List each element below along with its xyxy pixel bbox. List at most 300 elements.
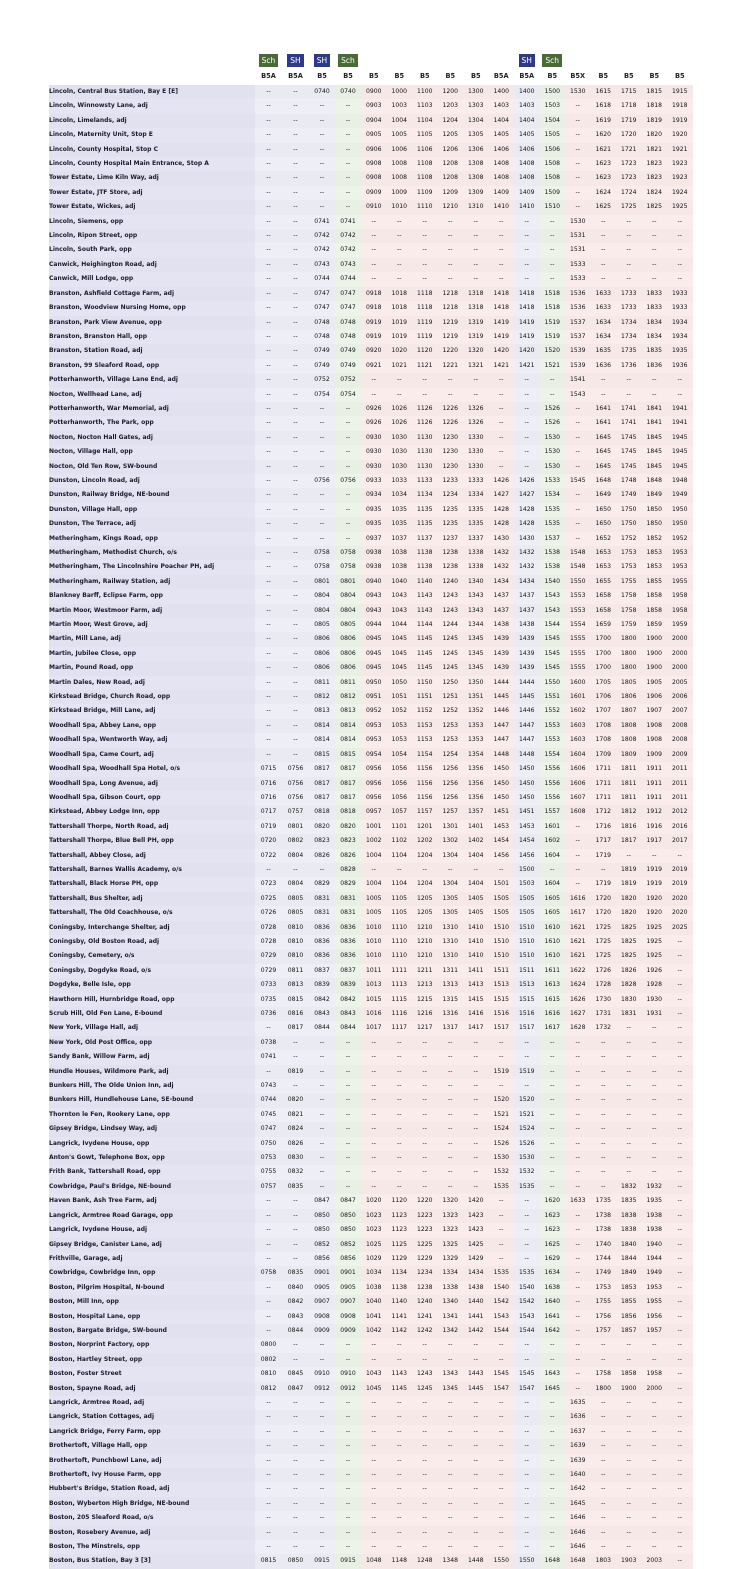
departure-time: 0935 — [361, 517, 387, 531]
departure-time: 0805 — [335, 618, 361, 632]
departure-time: 1641 — [591, 416, 617, 430]
departure-time: -- — [463, 1439, 489, 1453]
departure-time: 1108 — [412, 171, 438, 185]
departure-time: -- — [489, 1526, 515, 1540]
departure-time: -- — [282, 431, 309, 445]
stop-name: Frithville, Garage, adj — [49, 1252, 255, 1266]
departure-time: -- — [282, 215, 309, 229]
departure-time: 1950 — [667, 503, 693, 517]
departure-time: -- — [667, 935, 693, 949]
departure-time: -- — [335, 157, 361, 171]
departure-time: -- — [412, 1338, 438, 1352]
departure-time: -- — [335, 186, 361, 200]
departure-time: 0817 — [335, 777, 361, 791]
departure-time: 1357 — [463, 805, 489, 819]
departure-time: -- — [438, 1410, 464, 1424]
departure-time: -- — [565, 503, 591, 517]
departure-time: 1515 — [489, 993, 515, 1007]
departure-time: 1639 — [565, 1454, 591, 1468]
departure-time: -- — [412, 1526, 438, 1540]
departure-time: -- — [616, 215, 642, 229]
stop-row — [49, 661, 693, 675]
departure-time: 2020 — [667, 906, 693, 920]
departure-time: -- — [282, 1526, 309, 1540]
stop-name: Boston, Norprint Factory, opp — [49, 1338, 255, 1352]
departure-time: -- — [282, 85, 309, 99]
departure-time: 1919 — [642, 877, 668, 891]
departure-time: -- — [489, 1425, 515, 1439]
departure-time: 1553 — [540, 733, 566, 747]
departure-time: 1138 — [412, 546, 438, 560]
departure-time: 1410 — [463, 921, 489, 935]
departure-time: 1928 — [642, 978, 668, 992]
departure-time: -- — [591, 1122, 617, 1136]
departure-time: -- — [463, 1396, 489, 1410]
departure-time: 0839 — [309, 978, 335, 992]
departure-time: 0741 — [309, 215, 335, 229]
route-number: B5 — [674, 72, 685, 80]
departure-time: -- — [309, 532, 335, 546]
departure-time: 0758 — [309, 546, 335, 560]
departure-time: 0820 — [309, 820, 335, 834]
departure-time: -- — [361, 1093, 387, 1107]
departure-time: 0918 — [361, 301, 387, 315]
departure-time: 1957 — [642, 1324, 668, 1338]
stop-name: Nocton, Nocton Hall Gates, adj — [49, 431, 255, 445]
departure-time: 1716 — [591, 820, 617, 834]
departure-time: -- — [463, 1093, 489, 1107]
departure-time: -- — [667, 949, 693, 963]
stop-name: Boston, Hartley Street, opp — [49, 1353, 255, 1367]
departure-time: 1918 — [667, 99, 693, 113]
departure-time: -- — [412, 215, 438, 229]
departure-time: 1748 — [616, 474, 642, 488]
badge-cell — [438, 48, 464, 67]
departure-time: 1820 — [616, 906, 642, 920]
departure-time: -- — [616, 272, 642, 286]
departure-time: -- — [489, 1194, 515, 1208]
stop-row — [49, 1122, 693, 1136]
departure-time: 2000 — [667, 647, 693, 661]
departure-time: -- — [642, 1353, 668, 1367]
departure-time: -- — [514, 258, 540, 272]
departure-time: 2000 — [667, 632, 693, 646]
stop-row — [49, 1324, 693, 1338]
departure-time: 1604 — [540, 849, 566, 863]
departure-time: 1115 — [387, 993, 413, 1007]
departure-time: 1624 — [565, 978, 591, 992]
stop-row — [49, 762, 693, 776]
departure-time: -- — [282, 186, 309, 200]
departure-time: 1757 — [591, 1324, 617, 1338]
departure-time: 1419 — [489, 316, 515, 330]
departure-time: 1621 — [565, 935, 591, 949]
departure-time: -- — [361, 1050, 387, 1064]
departure-time: 0820 — [335, 820, 361, 834]
departure-time: 0938 — [361, 546, 387, 560]
departure-time: 1719 — [616, 114, 642, 128]
departure-time: 0752 — [309, 373, 335, 387]
departure-time: -- — [282, 316, 309, 330]
stop-row — [49, 258, 693, 272]
departure-time: 1825 — [616, 949, 642, 963]
departure-time: -- — [565, 1209, 591, 1223]
departure-time: -- — [282, 690, 309, 704]
departure-time: 1305 — [463, 128, 489, 142]
route-number: B5A — [261, 72, 276, 80]
departure-time: 1555 — [565, 632, 591, 646]
departure-time: 1017 — [361, 1021, 387, 1035]
departure-time: -- — [282, 287, 309, 301]
departure-time: 0722 — [255, 849, 282, 863]
departure-time: -- — [514, 272, 540, 286]
departure-time: -- — [309, 402, 335, 416]
departure-time: -- — [667, 1382, 693, 1396]
departure-time: 1841 — [642, 416, 668, 430]
departure-time: 0908 — [361, 171, 387, 185]
departure-time: 1811 — [616, 762, 642, 776]
departure-time: 1719 — [591, 877, 617, 891]
departure-time: 0847 — [309, 1194, 335, 1208]
departure-time: 1013 — [361, 978, 387, 992]
departure-time: 0817 — [309, 762, 335, 776]
stop-row — [49, 1439, 693, 1453]
departure-time: 0836 — [309, 949, 335, 963]
departure-time: 1048 — [361, 1554, 387, 1568]
departure-time: -- — [642, 1108, 668, 1122]
departure-time: 1302 — [438, 834, 464, 848]
departure-time: -- — [438, 243, 464, 257]
departure-time: 0811 — [282, 964, 309, 978]
departure-time: -- — [412, 1108, 438, 1122]
departure-time: 1308 — [463, 171, 489, 185]
departure-time: 1023 — [361, 1209, 387, 1223]
departure-time: -- — [309, 1036, 335, 1050]
departure-time: -- — [387, 373, 413, 387]
departure-time: -- — [361, 1482, 387, 1496]
departure-time: 1140 — [412, 575, 438, 589]
departure-time: 1809 — [616, 748, 642, 762]
departure-time: 1858 — [616, 1367, 642, 1381]
departure-time: 1646 — [565, 1540, 591, 1554]
departure-time: 1110 — [387, 949, 413, 963]
departure-time: 1730 — [591, 993, 617, 1007]
stop-row — [49, 949, 693, 963]
route-row — [49, 67, 693, 85]
stop-name: Gipsey Bridge, Lindsey Way, adj — [49, 1122, 255, 1136]
departure-time: 1811 — [616, 791, 642, 805]
departure-time: -- — [540, 1439, 566, 1453]
departure-time: -- — [412, 1079, 438, 1093]
stop-row — [49, 171, 693, 185]
departure-time: 1513 — [514, 978, 540, 992]
departure-time: 1616 — [540, 1007, 566, 1021]
departure-time: 1520 — [514, 1093, 540, 1107]
departure-time: 0900 — [361, 85, 387, 99]
departure-time: 1610 — [540, 935, 566, 949]
departure-time: 0856 — [335, 1252, 361, 1266]
departure-time: 0742 — [309, 229, 335, 243]
departure-time: -- — [361, 243, 387, 257]
departure-time: -- — [335, 99, 361, 113]
departure-time: 1320 — [438, 1194, 464, 1208]
departure-time: -- — [255, 733, 282, 747]
departure-time: 0719 — [255, 820, 282, 834]
departure-time: 1533 — [565, 272, 591, 286]
departure-time: 1044 — [387, 618, 413, 632]
departure-time: 0953 — [361, 733, 387, 747]
departure-time: -- — [489, 243, 515, 257]
departure-time: 1050 — [387, 676, 413, 690]
departure-time: 1808 — [616, 719, 642, 733]
departure-time: 1126 — [412, 402, 438, 416]
departure-time: 0835 — [282, 1180, 309, 1194]
departure-time: -- — [255, 575, 282, 589]
departure-time: -- — [309, 863, 335, 877]
departure-time: 1601 — [540, 820, 566, 834]
departure-time: 1938 — [642, 1209, 668, 1223]
stop-name: Brothertoft, Ivy House Farm, opp — [49, 1468, 255, 1482]
departure-time: 1917 — [642, 834, 668, 848]
departure-time: 1138 — [387, 1281, 413, 1295]
departure-time: -- — [282, 114, 309, 128]
stop-row — [49, 560, 693, 574]
departure-time: 1142 — [387, 1324, 413, 1338]
departure-time: 1211 — [412, 964, 438, 978]
departure-time: 1029 — [361, 1252, 387, 1266]
departure-time: 1445 — [463, 1382, 489, 1396]
departure-time: -- — [361, 258, 387, 272]
departure-time: 1516 — [514, 1007, 540, 1021]
departure-time: 1308 — [463, 157, 489, 171]
stop-row — [49, 1367, 693, 1381]
departure-time: -- — [335, 1079, 361, 1093]
departure-time: 1408 — [514, 157, 540, 171]
departure-time: 1607 — [565, 791, 591, 805]
departure-time: 1623 — [591, 157, 617, 171]
departure-time: 0743 — [335, 258, 361, 272]
departure-time: -- — [642, 1338, 668, 1352]
route-number: B5 — [368, 72, 379, 80]
departure-time: 0938 — [361, 560, 387, 574]
departure-time: 0742 — [335, 243, 361, 257]
departure-time: 1133 — [412, 474, 438, 488]
departure-time: -- — [667, 1454, 693, 1468]
departure-time: 1045 — [387, 647, 413, 661]
departure-time: 1218 — [438, 287, 464, 301]
departure-time: -- — [282, 171, 309, 185]
departure-time: -- — [514, 1511, 540, 1525]
departure-time: -- — [255, 647, 282, 661]
departure-time: -- — [255, 215, 282, 229]
departure-time: 1653 — [591, 560, 617, 574]
departure-time: 1823 — [642, 157, 668, 171]
departure-time: -- — [335, 200, 361, 214]
departure-time: -- — [565, 128, 591, 142]
departure-time: -- — [438, 1079, 464, 1093]
departure-time: 0920 — [361, 344, 387, 358]
departure-time: -- — [255, 416, 282, 430]
departure-time: 1724 — [616, 186, 642, 200]
departure-time: 1552 — [540, 704, 566, 718]
stop-row — [49, 935, 693, 949]
stop-row — [49, 1252, 693, 1266]
departure-time: 2011 — [667, 762, 693, 776]
departure-time: -- — [361, 373, 387, 387]
departure-time: -- — [642, 272, 668, 286]
departure-time: 1845 — [642, 445, 668, 459]
departure-time: -- — [309, 1439, 335, 1453]
departure-time: 1056 — [387, 777, 413, 791]
stop-name: Langrick, Ivydene House, opp — [49, 1137, 255, 1151]
stop-row — [49, 186, 693, 200]
departure-time: 1753 — [591, 1281, 617, 1295]
departure-time: -- — [255, 229, 282, 243]
departure-time: 1319 — [463, 316, 489, 330]
stop-name: Boston, Bus Station, Bay 3 [3] — [49, 1554, 255, 1568]
departure-time: 1210 — [412, 935, 438, 949]
departure-time: -- — [514, 215, 540, 229]
departure-time: 1853 — [642, 560, 668, 574]
departure-time: -- — [616, 1425, 642, 1439]
departure-time: -- — [309, 143, 335, 157]
departure-time: 1625 — [591, 200, 617, 214]
stop-row — [49, 1036, 693, 1050]
departure-time: 1513 — [489, 978, 515, 992]
departure-time: 0804 — [335, 589, 361, 603]
departure-time: 1732 — [591, 1021, 617, 1035]
departure-time: 1428 — [514, 503, 540, 517]
departure-time: 1531 — [565, 243, 591, 257]
departure-time: 1256 — [438, 762, 464, 776]
departure-time: 1018 — [387, 301, 413, 315]
departure-time: 1920 — [642, 892, 668, 906]
stop-name: Branston, Station Road, adj — [49, 344, 255, 358]
badge-cell — [616, 48, 642, 67]
departure-time: -- — [309, 1050, 335, 1064]
departure-time: 1334 — [438, 1266, 464, 1280]
departure-time: 0818 — [309, 805, 335, 819]
departure-time: -- — [282, 1482, 309, 1496]
departure-time: 1734 — [616, 330, 642, 344]
departure-time: -- — [667, 1482, 693, 1496]
departure-time: 1537 — [565, 330, 591, 344]
departure-time: 1752 — [616, 532, 642, 546]
departure-time: 1045 — [387, 661, 413, 675]
departure-time: -- — [463, 1180, 489, 1194]
departure-time: 1345 — [438, 1382, 464, 1396]
departure-time: 1758 — [591, 1367, 617, 1381]
stop-row — [49, 1338, 693, 1352]
departure-time: 1608 — [565, 805, 591, 819]
departure-time: 1955 — [642, 1295, 668, 1309]
departure-time: 1935 — [667, 344, 693, 358]
departure-time: 0754 — [309, 388, 335, 402]
departure-time: 1400 — [489, 85, 515, 99]
departure-time: -- — [309, 186, 335, 200]
departure-time: 1545 — [489, 1367, 515, 1381]
departure-time: 0814 — [309, 719, 335, 733]
departure-time: 1648 — [565, 1554, 591, 1568]
departure-time: 1500 — [540, 85, 566, 99]
departure-time: 0957 — [361, 805, 387, 819]
departure-time: 1530 — [565, 85, 591, 99]
departure-time: -- — [489, 1079, 515, 1093]
departure-time: 1941 — [667, 416, 693, 430]
departure-time: 1416 — [463, 1007, 489, 1021]
departure-time: 1625 — [540, 1238, 566, 1252]
stop-name: Nocton, Old Ten Row, SW-bound — [49, 460, 255, 474]
stop-name: Brothertoft, Punchbowl Lane, adj — [49, 1454, 255, 1468]
departure-time: 1415 — [463, 993, 489, 1007]
departure-time: 1511 — [489, 964, 515, 978]
departure-time: 1340 — [438, 1295, 464, 1309]
departure-time: -- — [667, 1281, 693, 1295]
departure-time: 1154 — [412, 748, 438, 762]
departure-time: 1009 — [387, 186, 413, 200]
departure-time: 1446 — [514, 704, 540, 718]
departure-time: 1420 — [514, 344, 540, 358]
departure-time: 1035 — [387, 503, 413, 517]
departure-time: -- — [387, 1410, 413, 1424]
departure-time: -- — [335, 1526, 361, 1540]
departure-time: 0818 — [335, 805, 361, 819]
departure-time: 1053 — [387, 719, 413, 733]
stop-row — [49, 416, 693, 430]
departure-time: 1941 — [667, 402, 693, 416]
stop-name: Lincoln, County Hospital, Stop C — [49, 143, 255, 157]
departure-time: 1953 — [667, 546, 693, 560]
stop-row — [49, 1007, 693, 1021]
departure-time: -- — [667, 258, 693, 272]
departure-time: 1141 — [387, 1310, 413, 1324]
departure-time: -- — [412, 1093, 438, 1107]
departure-time: -- — [642, 1526, 668, 1540]
departure-time: 1636 — [591, 359, 617, 373]
departure-time: 1410 — [463, 949, 489, 963]
departure-time: -- — [616, 1108, 642, 1122]
departure-time: 1550 — [489, 1554, 515, 1568]
departure-time: -- — [282, 243, 309, 257]
departure-time: 0836 — [335, 935, 361, 949]
departure-time: 1556 — [540, 791, 566, 805]
stop-row — [49, 503, 693, 517]
departure-time: 1526 — [514, 1137, 540, 1151]
stop-name: Martin Moor, West Grove, adj — [49, 618, 255, 632]
departure-time: -- — [514, 1194, 540, 1208]
departure-time: 1650 — [591, 517, 617, 531]
departure-time: 1535 — [514, 1180, 540, 1194]
departure-time: 1621 — [565, 949, 591, 963]
departure-time: -- — [667, 1223, 693, 1237]
departure-time: -- — [667, 1310, 693, 1324]
departure-time: 1226 — [438, 416, 464, 430]
departure-time: 1210 — [438, 200, 464, 214]
departure-time: 1537 — [540, 532, 566, 546]
departure-time: -- — [514, 243, 540, 257]
departure-time: 0930 — [361, 431, 387, 445]
departure-time: -- — [282, 546, 309, 560]
departure-time: 1945 — [667, 431, 693, 445]
departure-time: -- — [387, 229, 413, 243]
departure-time: 1425 — [463, 1238, 489, 1252]
departure-time: 1503 — [514, 877, 540, 891]
departure-time: 1338 — [438, 1281, 464, 1295]
departure-time: -- — [565, 445, 591, 459]
departure-time: 1125 — [387, 1238, 413, 1252]
departure-time: 1521 — [489, 1108, 515, 1122]
departure-time: 1410 — [514, 200, 540, 214]
